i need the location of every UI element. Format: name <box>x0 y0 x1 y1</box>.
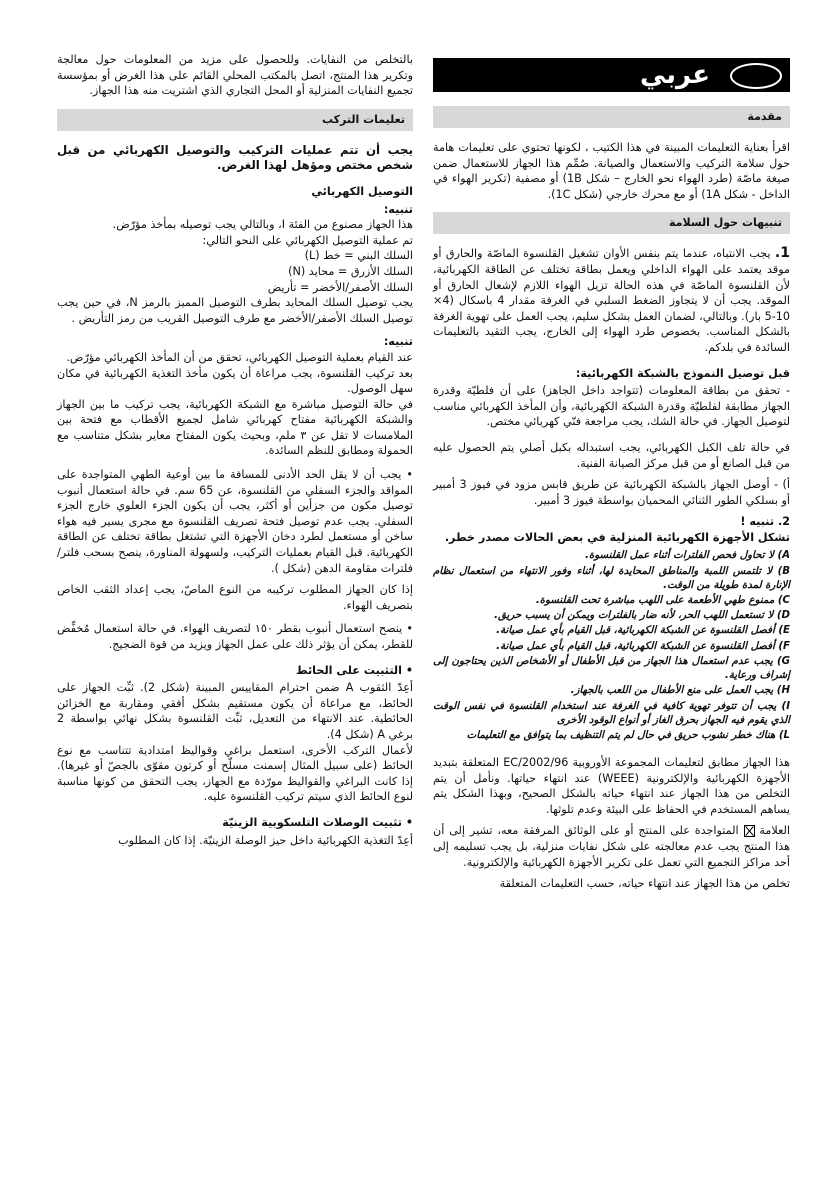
caution-2-label: 2. تنبيه ! <box>740 515 790 529</box>
weee-text-3: تخلص من هذا الجهاز عند انتهاء حياته، حسب التعليمات المتعلقة <box>499 877 790 891</box>
wall-heading: • التثبيت على الحائط <box>296 663 413 677</box>
safety-1 <box>433 246 790 355</box>
warning-item: H) يجب العمل على منع الأطفال من اللعب بالجهاز. <box>570 685 790 697</box>
caution-2-text: تشكل الأجهزة الكهربائية المنزلية في بعض الحالات مصدر خطر. <box>444 530 790 544</box>
wall-text-2: لأعمال التركب الأخرى، استعمل براغي وقواليظ امتدادية تتناسب مع نوع الحائط (على سبيل المثال إسمنت مسلّح أو كرتون مقوّى بالجصّ أو غيرها). إذا كانت البراغي والقواليظ مورّدة مع الجهاز، يجب التحقق من كونها مناسبة لنوع الحائط الذي سيتم تركيب القلنسوة عليه. <box>57 743 413 804</box>
cable-text: في حالة تلف الكبل الكهربائي، يجب استبداله بكبل أصلي يتم الحصول عليه من قبل الصانع أو من قبل مركز الصيانة الفنية. <box>433 440 790 470</box>
note-1-label: تنبيه: <box>383 202 413 216</box>
safety-heading: تنبيهات حول السلامة <box>433 212 790 234</box>
warnings-list <box>433 549 790 743</box>
intro-heading: مقدمة <box>433 106 790 128</box>
warning-item: D) لا تستعمل اللهب الحر، لأنه ضار بالفلترات ويمكن أن يسبب حريق. <box>494 610 790 622</box>
bullet-pipe: • ينصح استعمال أنبوب بقطر ١٥٠ لتصريف الهواء. في حالة استعمال مُخفِّض للقطر، يمكن أن يؤثر ذلك على عمل الجهاز ويزيد من قوة الضجيج. <box>57 622 414 651</box>
telescopic-text: أعِدّ التغذية الكهربائية داخل حيز الوصلة الزينيّة. إذا كان المطلوب <box>118 833 413 847</box>
note-2-text-3: في حالة التوصيل مباشرة مع الشبكة الكهربائية، يجب تركيب ما بين الجهاز والشبكة الكهربائية مفتاح كهربائي شامل لجميع الأقطاب مع فتحة بين الملامسات لا تقل عن ٣ ملم، وبحيث يكون المفتاح معاير بشكل متناسب مع الحمولة ومطابق للنظم السائدة. <box>57 397 413 458</box>
left-column <box>57 52 413 854</box>
wiring-list <box>57 248 413 295</box>
disposal-continued: بالتخلص من النفايات. وللحصول على مزيد من المعلومات حول معالجة وتكرير هذا المنتج، اتصل بالمكتب المحلي القائم على هذا الغرض أو بمؤسسة تجميع النفايات المنزلية أو المحل التجاري الذي اشتريت منه هذا الجهاز. <box>57 53 413 98</box>
install-notice: يجب أن تتم عمليات التركيب والتوصيل الكهربائي من قبل شخص مختص ومؤهل لهذا الغرض. <box>57 142 413 173</box>
warning-item: B) لا تلتمس اللمبة والمناطق المحايدة لها، أثناء وفور الانتهاء من استعمال نظام الإنارة لمدة طويلة من الوقت. <box>433 565 790 591</box>
note-2-label: تنبيه: <box>383 335 413 349</box>
bullet-distance: • يجب أن لا يقل الحد الأدنى للمسافة ما بين أوعية الطهي المتواجدة على المواقد والجزء السفلي من القلنسوة، عن 65 سم. في حالة استعمال أنبوب توصيل مكون من جزأين أو أكثر، يجب أن يكون الجزء العلوي خارج الجزء السفلي. يجب عدم توصيل فتحة تصريف القلنسوة مع مجرى يسير فيه هواء ساخن أو مستعمل لطرد دخان الأجهزة التي تشتغل بطاقة تختلف عن الطاقة الكهربائية. قبل القيام بعمليات التركيب، ولسهولة المناورة، ينصح بسحب فلتر/فلترات مقاومة الدهن (شكل ). <box>57 468 413 575</box>
warning-item: A) لا تحاول فحص الفلترات أثناء عمل القلنسوة. <box>585 550 790 562</box>
crossed-bin-icon <box>744 825 755 837</box>
wire-text: يجب توصيل السلك المحايد بطرف التوصيل المميز بالرمز N، في حين يجب توصيل السلك الأصفر/الأخضر مع طرف التوصيل القريب من رمز التأريض . <box>57 296 413 325</box>
safety-1-number: 1. <box>774 245 790 262</box>
wall-text-1: أعِدّ الثقوب A ضمن احترام المقاييس المبينة (شكل 2). ثبِّت الجهاز على الحائط، مع مراعاة أن يكون مستقيم بشكل أفقي ومقاربة مع الخزائن الحائطية. عند الانتهاء من التعديل، ثبِّت القلنسوة بشكل نهائي بواسطة 2 برغي A (شكل 4). <box>57 681 413 741</box>
wire-brown: السلك البني = خط (L) <box>304 249 413 263</box>
intro-text: اقرأ بعناية التعليمات المبينة في هذا الكتيب ، لكونها تحتوي على تعليمات هامة حول سلامة التركيب والاستعمال والصيانة. صُمِّم هذا الجهاز للاستعمال ضمن صيغة ماصّة (طرد الهواء نحو الخارج – شكل 1B) أو مصفية (تكرير الهواء في الداخل - شكل 1A) أو مع محرك خارجي (شكل 1C). <box>433 141 790 201</box>
safety-1-text: يجب الانتباه، عندما يتم بنفس الأوان تشغيل القلنسوة الماصّة والحارق أو موقد يعتمد على الهواء الداخلي ويعمل بطاقة تختلف عن الطاقة الكهربائية، لأن القلنسوة الماصّة في هذه الحالة تزيل الهواء اللازم لإشعال الحارق أو الموقد. يجب أن لا يتجاوز الضغط السلبي في الغرفة مقدار 4 باسكال (4× 10-5 بار). وبالتالي، لضمان العمل بشكل سليم، يجب العمل على تهوية الغرفة بالشكل المناسب. بخصوص طرد الهواء إلى الخارج، يجب التقيد بالتعليمات السائدة في بلدكم. <box>433 247 790 354</box>
note-1-text: هذا الجهاز مصنوع من الفئة I، وبالتالي يجب توصيله بمأخذ مؤرّض. <box>112 218 413 232</box>
wire-yellow-green: السلك الأصفر/الأخضر = تأريض <box>267 280 413 294</box>
before-connect-text: - تحقق من بطاقة المعلومات (تتواجد داخل الجاهز) على أن فلطيّة وقدرة الجهاز مطابقة لفلطيّة وقدرة الشبكة الكهربائية، وأن المأخذ الكهربائي مناسب لتوصيل الجهاز. في حالة الشك، يجب مراجعة فنّي كهربائي مختص. <box>433 384 790 429</box>
fuse-text: أ) - أوصل الجهاز بالشبكة الكهربائية عن طريق قابس مزود في فيوز 3 أمبير أو بسلكي الطور الثنائي المحميان بواسطة فيوز 3 أمبير. <box>433 478 790 507</box>
weee-pre: العلامة <box>759 824 790 838</box>
note-2-text-1: عند القيام بعملية التوصيل الكهربائي، تحقق من أن المأخذ الكهربائي مؤرّض. <box>66 350 413 364</box>
warning-item: I) يجب أن تتوفر تهوية كافية في الغرفة عند استخدام القلنسوة في نفس الوقت الذي يقوم فيه الجهاز بحرق الغاز أو أنواع الوقود الأخرى <box>433 700 790 726</box>
wiring-intro: تم عملية التوصيل الكهربائي على النحو التالي: <box>202 233 413 247</box>
electrical-heading: التوصيل الكهربائي <box>311 184 413 198</box>
warning-item: F) أفصل القلنسوة عن الشبكة الكهربائية، قبل القيام بأي عمل صيانة. <box>496 640 790 652</box>
install-heading: تعليمات التركب <box>57 109 413 131</box>
weee-text-1: هذا الجهاز مطابق لتعليمات المجموعة الأوروبية 2002/96/EC المتعلقة بتبديد الأجهزة الكهربائية والإلكترونية (WEEE) عند انتهاء حياتها. ونأمل أن يتم التخلص من هذا الجهاز عند انتهاء حياته بالشكل الصحيح، وبهذا الشكل يتم يساهم المستخدم في الحفاظ على البيئة وعدم تلوثها. <box>433 756 790 816</box>
right-column <box>433 52 790 898</box>
warning-item: E) أفصل القلنسوة عن الشبكة الكهربائية، قبل القيام بأي عمل صيانة. <box>496 625 790 637</box>
warning-item: C) ممنوع طهي الأطعمة على اللهب مباشرة تحت القلنسوة. <box>535 595 790 607</box>
wire-blue: السلك الأزرق = محايد (N) <box>288 264 413 278</box>
warning-item: G) يجب عدم استعمال هذا الجهاز من قبل الأطفال أو الأشخاص الذين يحتاجون إلى إشراف ورعاية. <box>433 655 790 682</box>
before-connect-heading: قبل توصيل النموذج بالشبكة الكهربائية: <box>575 366 790 380</box>
ducting-text: إذا كان الجهاز المطلوب تركيبه من النوع الماصّ، يجب إعداد الثقب الخاص بتصريف الهواء. <box>57 583 413 612</box>
weee-text-2 <box>433 823 790 870</box>
language-banner <box>433 58 790 92</box>
language-title: عربي <box>639 60 710 90</box>
note-2-text-2: بعد تركيب القلنسوة، يجب مراعاة أن يكون مأخذ التغذية الكهربائية في مكان سهل الوصول. <box>57 366 413 396</box>
weee-post: المتواجدة على المنتج أو على الوثائق المرفقة معه، تشير إلى أن هذا المنتج يجب عدم معالجته على شكل نفايات منزلية، بل يجب تسليمه إلى أحد مراكز التجميع التي تعمل على تكرير الأجهزة الكهربائية والإلكترونية. <box>433 824 790 869</box>
oval-icon <box>730 63 782 89</box>
warning-item: L) هناك خطر نشوب حريق في حال لم يتم التنظيف بما يتوافق مع التعليمات <box>466 729 790 741</box>
telescopic-heading: • تثبيت الوصلات التلسكوبية الزينيّة <box>222 815 413 829</box>
